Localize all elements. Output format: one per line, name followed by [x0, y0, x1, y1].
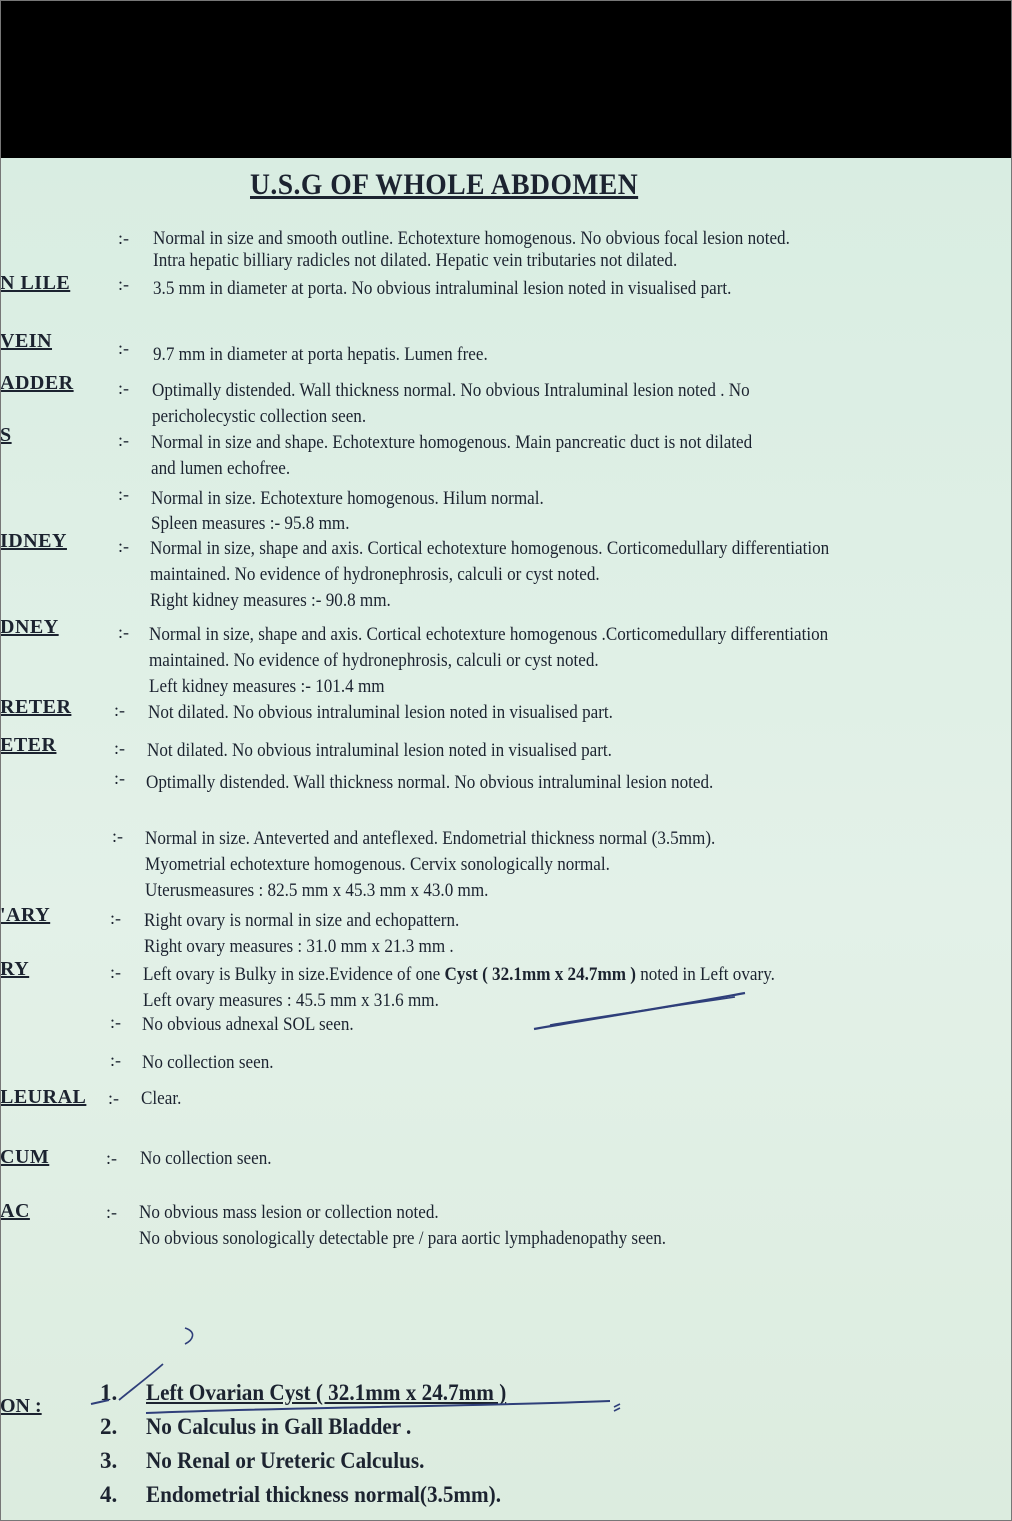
impression-number: 4.: [100, 1482, 118, 1507]
finding-text: Normal in size. Echotexture homogenous. Hilum normal.: [151, 488, 544, 509]
organ-label: CUM: [0, 1146, 50, 1168]
impression-text: Endometrial thickness normal(3.5mm).: [146, 1482, 502, 1507]
finding-text: Normal in size and shape. Echotexture homogenous. Main pancreatic duct is not dilated: [151, 432, 753, 453]
finding-text: and lumen echofree.: [151, 458, 291, 479]
finding-text: pericholecystic collection seen.: [152, 406, 367, 427]
finding-text: Intra hepatic billiary radicles not dilated. Hepatic vein tributaries not dilated.: [153, 250, 678, 271]
finding-text-part: noted in Left ovary.: [635, 964, 775, 985]
finding-text: Right ovary is normal in size and echopattern.: [144, 910, 460, 931]
separator: :-: [118, 338, 129, 358]
separator: :-: [118, 378, 129, 398]
organ-label: VEIN: [0, 330, 53, 352]
impression-text: No Calculus in Gall Bladder .: [146, 1414, 412, 1439]
separator: :-: [110, 1050, 121, 1070]
separator: :-: [118, 228, 129, 248]
finding-text: No collection seen.: [140, 1148, 272, 1169]
finding-text: Not dilated. No obvious intraluminal lesion noted in visualised part.: [148, 702, 613, 723]
separator: :-: [118, 622, 129, 642]
finding-text: Normal in size and smooth outline. Echotexture homogenous. No obvious focal lesion noted.: [153, 228, 790, 249]
finding-text: Right kidney measures :- 90.8 mm.: [150, 590, 391, 611]
finding-text: Optimally distended. Wall thickness normal. No obvious Intraluminal lesion noted . No: [152, 380, 750, 401]
finding-text: maintained. No evidence of hydronephrosis, calculi or cyst noted.: [150, 564, 600, 585]
finding-text: Left kidney measures :- 101.4 mm: [149, 676, 385, 697]
organ-label: RETER: [0, 696, 72, 718]
separator: :-: [106, 1202, 117, 1222]
finding-text: Left ovary measures : 45.5 mm x 31.6 mm.: [143, 990, 439, 1011]
report-title: U.S.G OF WHOLE ABDOMEN: [250, 168, 639, 201]
organ-label: DNEY: [0, 616, 59, 638]
finding-text: Optimally distended. Wall thickness normal. No obvious intraluminal lesion noted.: [146, 772, 714, 793]
finding-text: No obvious mass lesion or collection noted.: [139, 1202, 439, 1223]
pen-underline-mark: [520, 985, 760, 1035]
separator: :-: [112, 826, 123, 846]
finding-text: Not dilated. No obvious intraluminal lesion noted in visualised part.: [147, 740, 612, 761]
finding-text: Spleen measures :- 95.8 mm.: [151, 513, 350, 534]
separator: :-: [114, 768, 125, 788]
organ-label: IDNEY: [0, 530, 67, 552]
redacted-header-block: [0, 0, 1012, 158]
organ-label: S: [0, 424, 12, 446]
impression-item: [100, 1482, 538, 1516]
organ-label: ADDER: [0, 372, 74, 394]
impression-number: 2.: [100, 1414, 118, 1439]
finding-text: No collection seen.: [142, 1052, 274, 1073]
impression-text: No Renal or Ureteric Calculus.: [146, 1448, 425, 1473]
separator: :-: [106, 1148, 117, 1168]
separator: :-: [118, 536, 129, 556]
organ-label: N LILE: [0, 272, 71, 294]
separator: :-: [114, 738, 125, 758]
finding-text: Right ovary measures : 31.0 mm x 21.3 mm .: [144, 936, 454, 957]
finding-text: Clear.: [141, 1088, 182, 1109]
finding-text: Myometrial echotexture homogenous. Cervix sonologically normal.: [145, 854, 610, 875]
separator: :-: [108, 1088, 119, 1108]
impression-text: Left Ovarian Cyst ( 32.1mm x 24.7mm ): [146, 1380, 507, 1405]
separator: :-: [110, 962, 121, 982]
finding-text: 9.7 mm in diameter at porta hepatis. Lumen free.: [153, 344, 488, 365]
organ-label: LEURAL: [0, 1086, 87, 1108]
separator: :-: [118, 274, 129, 294]
finding-text: Normal in size, shape and axis. Cortical echotexture homogenous. Corticomedullary differentiation: [150, 538, 830, 559]
impression-number: 1.: [100, 1380, 118, 1405]
separator: :-: [110, 908, 121, 928]
finding-text: No obvious sonologically detectable pre / para aortic lymphadenopathy seen.: [139, 1228, 667, 1249]
finding-text: Normal in size, shape and axis. Cortical echotexture homogenous .Corticomedullary differentiation: [149, 624, 829, 645]
organ-label: 'ARY: [0, 904, 51, 926]
finding-text-part: Left ovary is Bulky in size.Evidence of one: [143, 964, 445, 985]
organ-label: ETER: [0, 734, 57, 756]
impression-number: 3.: [100, 1448, 118, 1473]
finding-text: 3.5 mm in diameter at porta. No obvious intraluminal lesion noted in visualised part.: [153, 278, 732, 299]
finding-text: [143, 962, 775, 987]
impression-label: ON :: [0, 1395, 42, 1417]
separator: :-: [118, 430, 129, 450]
impression-item: [100, 1448, 538, 1482]
separator: :-: [118, 484, 129, 504]
finding-text: Uterusmeasures : 82.5 mm x 45.3 mm x 43.0 mm.: [145, 880, 489, 901]
organ-label: AC: [0, 1200, 30, 1222]
finding-text: Normal in size. Anteverted and anteflexed. Endometrial thickness normal (3.5mm).: [145, 828, 716, 849]
finding-text: maintained. No evidence of hydronephrosis, calculi or cyst noted.: [149, 650, 599, 671]
cyst-measurement: Cyst ( 32.1mm x 24.7mm ): [444, 964, 636, 985]
separator: :-: [110, 1012, 121, 1032]
pen-impression-underline: [140, 1395, 630, 1425]
finding-text: No obvious adnexal SOL seen.: [142, 1014, 354, 1035]
separator: :-: [114, 700, 125, 720]
organ-label: RY: [0, 958, 30, 980]
